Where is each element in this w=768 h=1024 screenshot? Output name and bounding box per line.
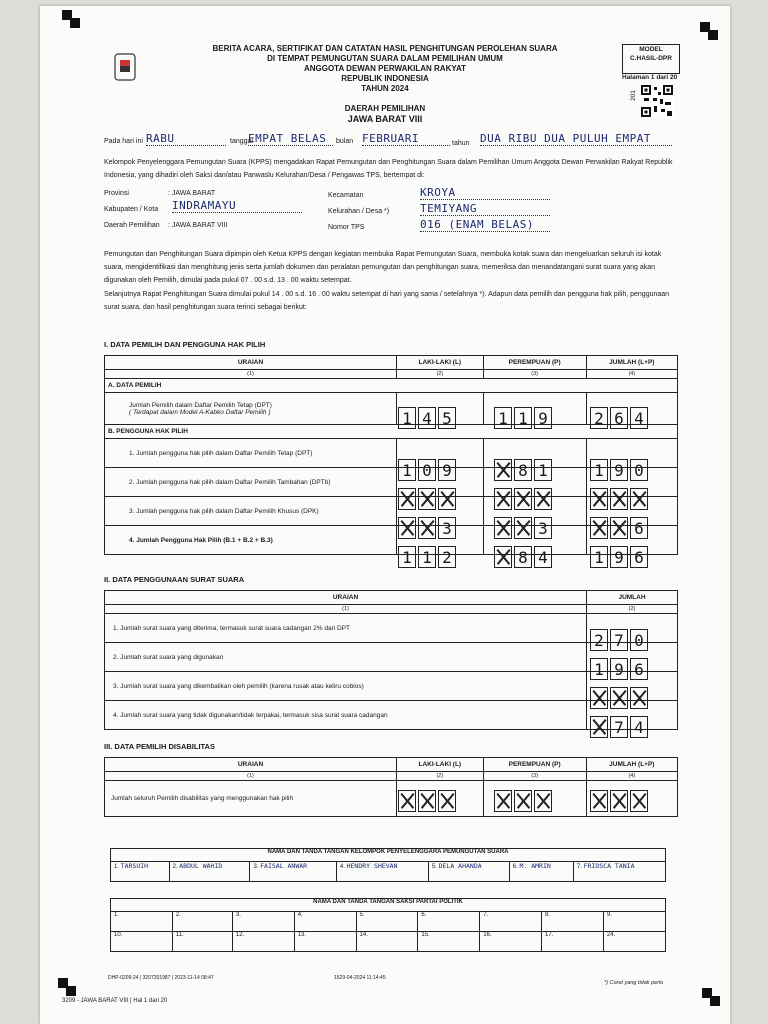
day-value: RABU — [146, 132, 226, 146]
kabupaten-value: INDRAMAYU — [172, 199, 302, 213]
dpt-perempuan-digits: 1 1 9 — [494, 407, 552, 429]
footer-code: DHP-0209-24 | 3207201987 | 2023-11-14 08:47 — [108, 975, 214, 981]
saksi-signature-table: NAMA DAN TANDA TANGAN SAKSI PARTAI POLITIK 1. 2. 3. 4. 5. 6. 7. 8. 9. 10. 11. 12. 13. 14. 15. 16. 17. 24. — [110, 898, 666, 952]
ss-digunakan-digits: 1 9 6 — [590, 658, 648, 680]
section1-table: URAIAN LAKI-LAKI (L) PEREMPUAN (P) JUMLAH (L+P) (1) (2) (3) (4) A. DATA PEMILIH Jumlah Pemilih dalam Daftar Pemilih Tetap (DPT) ( Terdapat dalam Model A-Kabko Daftar Pemilih ) B. PENGGUNA HAK PILIH 1. Jumlah pengguna hak pilih dalam Daftar Pemilih Tetap (DPT) 2. Jumlah pengguna hak pilih dalam Daftar Pemilih Tambahan (DPTb) 3. Jumlah pengguna hak pilih dalam Daftar Pemilih Khusus (DPK) 4. Jumlah Pengguna Hak Pilih (B.1 + B.2 + B.3) — [104, 355, 678, 555]
section3-table: URAIAN LAKI-LAKI (L) PEREMPUAN (P) JUMLAH (L+P) (1) (2) (3) (4) Jumlah seluruh Pemilih disabilitas yang menggunakan hak pilih — [104, 757, 678, 817]
footer-page: 3209 - JAWA BARAT VIII | Hal 1 dari 20 — [62, 998, 168, 1004]
dapil-label: Daerah Pemilihan — [104, 222, 160, 229]
b1-perempuan-digits: 8 1 — [494, 459, 552, 481]
procedure-paragraph-2: Selanjutnya Rapat Penghitungan Suara dimulai pukul 14 . 00 s.d. 16 . 00 waktu setempat di hari yang sama / setelahnya *). Adapun data pemilih dan pengguna hak pilih, penggunaan surat suara, dan hasil penghitungan suara terinci sebagai berikut: — [104, 291, 670, 311]
month-label: bulan — [336, 138, 354, 145]
ss-diterima-digits: 2 7 0 — [590, 629, 648, 651]
ss-dikembalikan-digits — [590, 687, 648, 709]
section3-title: III. DATA PEMILIH DISABILITAS — [104, 742, 215, 751]
tps-label: Nomor TPS — [328, 224, 365, 231]
footer-timestamp: 1629-04-2024 11:14:45 — [334, 975, 386, 981]
desa-value: TEMIYANG — [420, 202, 550, 216]
procedure-paragraph: Pemungutan dan Penghitungan Suara dipimpin oleh Ketua KPPS dengan kegiatan membuka Rapat Pemungutan Suara, membuka kotak suara dan mengeluarkan seluruh isi kotak suara, mengidentifikasi dan menghitung jenis serta jumlah dokumen dan peralatan pemungutan dan penghitungan suara, memeriksa dan menandatangani surat suara yang akan digunakan oleh Pemilih, dimulai pada pukul 07 . 00 s.d. 13 . 00 waktu setempat. — [104, 251, 662, 284]
section2-title: II. DATA PENGGUNAAN SURAT SUARA — [104, 575, 245, 584]
b3-laki-digits: 3 — [398, 517, 456, 539]
year-value: DUA RIBU DUA PULUH EMPAT — [480, 132, 672, 146]
ss-tidak-digunakan-digits: 7 4 — [590, 716, 648, 738]
date-label: tanggal — [230, 138, 253, 145]
day-label: Pada hari ini — [104, 138, 143, 145]
tps-value: 016 (ENAM BELAS) — [420, 218, 550, 232]
footnote: *) Coret yang tidak perlu — [604, 980, 664, 986]
subsection-b: B. PENGGUNA HAK PILIH — [105, 425, 678, 439]
subsection-a: A. DATA PEMILIH — [105, 379, 678, 393]
desa-label: Kelurahan / Desa *) — [328, 208, 390, 215]
b4-laki-digits: 1 1 2 — [398, 546, 456, 568]
b3-jumlah-digits: 6 — [590, 517, 648, 539]
disabilitas-jumlah-digits — [590, 790, 648, 812]
qr-code — [640, 84, 674, 118]
b4-perempuan-digits: 8 4 — [494, 546, 552, 568]
provinsi-value: : JAWA BARAT — [168, 190, 216, 197]
kecamatan-value: KROYA — [420, 186, 550, 200]
registration-mark — [70, 18, 80, 28]
registration-mark — [708, 30, 718, 40]
model-box: MODEL C.HASIL-DPR — [622, 44, 680, 74]
disabilitas-perempuan-digits — [494, 790, 552, 812]
date-value: EMPAT BELAS — [248, 132, 333, 146]
registration-mark — [66, 986, 76, 996]
disabilitas-laki-digits — [398, 790, 456, 812]
b3-perempuan-digits: 3 — [494, 517, 552, 539]
intro-paragraph: Kelompok Penyelenggara Pemungutan Suara (KPPS) mengadakan Rapat Pemungutan dan Penghitungan Suara dalam Pemilihan Umum Anggota Dewan Perwakilan Rakyat Republik Indonesia, yang dihadiri oleh Saksi dan/atau Panwaslu Kelurahan/Desa / Pengawas TPS, bertempat di: — [104, 159, 673, 179]
b2-laki-digits — [398, 488, 456, 510]
region-title: DAERAH PEMILIHAN JAWA BARAT VIII — [344, 104, 426, 124]
dpt-jumlah-digits: 2 6 4 — [590, 407, 648, 429]
b4-jumlah-digits: 1 9 6 — [590, 546, 648, 568]
registration-mark — [710, 996, 720, 1006]
b1-laki-digits: 1 0 9 — [398, 459, 456, 481]
form-title: BERITA ACARA, SERTIFIKAT DAN CATATAN HASIL PENGHITUNGAN PEROLEHAN SUARA DI TEMPAT PEMUNGUTAN SUARA DALAM PEMILIHAN UMUM ANGGOTA DEWAN PERWAKILAN RAKYAT REPUBLIK INDONESIA TAHUN 2024 — [212, 44, 558, 93]
kpps-signature-table: NAMA DAN TANDA TANGAN KELOMPOK PENYELENGGARA PEMUNGUTAN SUARA 1. TARSUIH 2. ABDUL WAHID 3. FAISAL ANWAR 4. HENDRY SHEVAN 5. DELA AHANDA 6. M. AMRIN 7. FRIDSCA TANIA — [110, 848, 666, 882]
b2-perempuan-digits — [494, 488, 552, 510]
qr-caption: 201 — [629, 90, 637, 101]
kpu-logo — [112, 50, 138, 84]
b1-jumlah-digits: 1 9 0 — [590, 459, 648, 481]
kecamatan-label: Kecamatan — [328, 192, 364, 199]
page-indicator: Halaman 1 dari 20 — [622, 74, 678, 81]
dapil-value: : JAWA BARAT VIII — [168, 222, 228, 229]
b2-jumlah-digits — [590, 488, 648, 510]
dpt-laki-digits: 1 4 5 — [398, 407, 456, 429]
provinsi-label: Provinsi — [104, 190, 129, 197]
month-value: FEBRUARI — [362, 132, 450, 146]
section2-table: URAIAN JUMLAH (1) (2) 1. Jumlah surat suara yang diterima, termasuk surat suara cadangan 2% dari DPT 2. Jumlah surat suara yang digunakan 3. Jumlah surat suara yang dikembalikan oleh pemilih (karena rusak atau keliru coblos) 4. Jumlah surat suara yang tidak digunakan/tidak terpakai, termasuk sisa surat suara cadangan — [104, 590, 678, 730]
section1-title: I. DATA PEMILIH DAN PENGGUNA HAK PILIH — [104, 340, 266, 349]
kabupaten-label: Kabupaten / Kota — [104, 206, 159, 213]
year-label: tahun — [452, 140, 470, 147]
